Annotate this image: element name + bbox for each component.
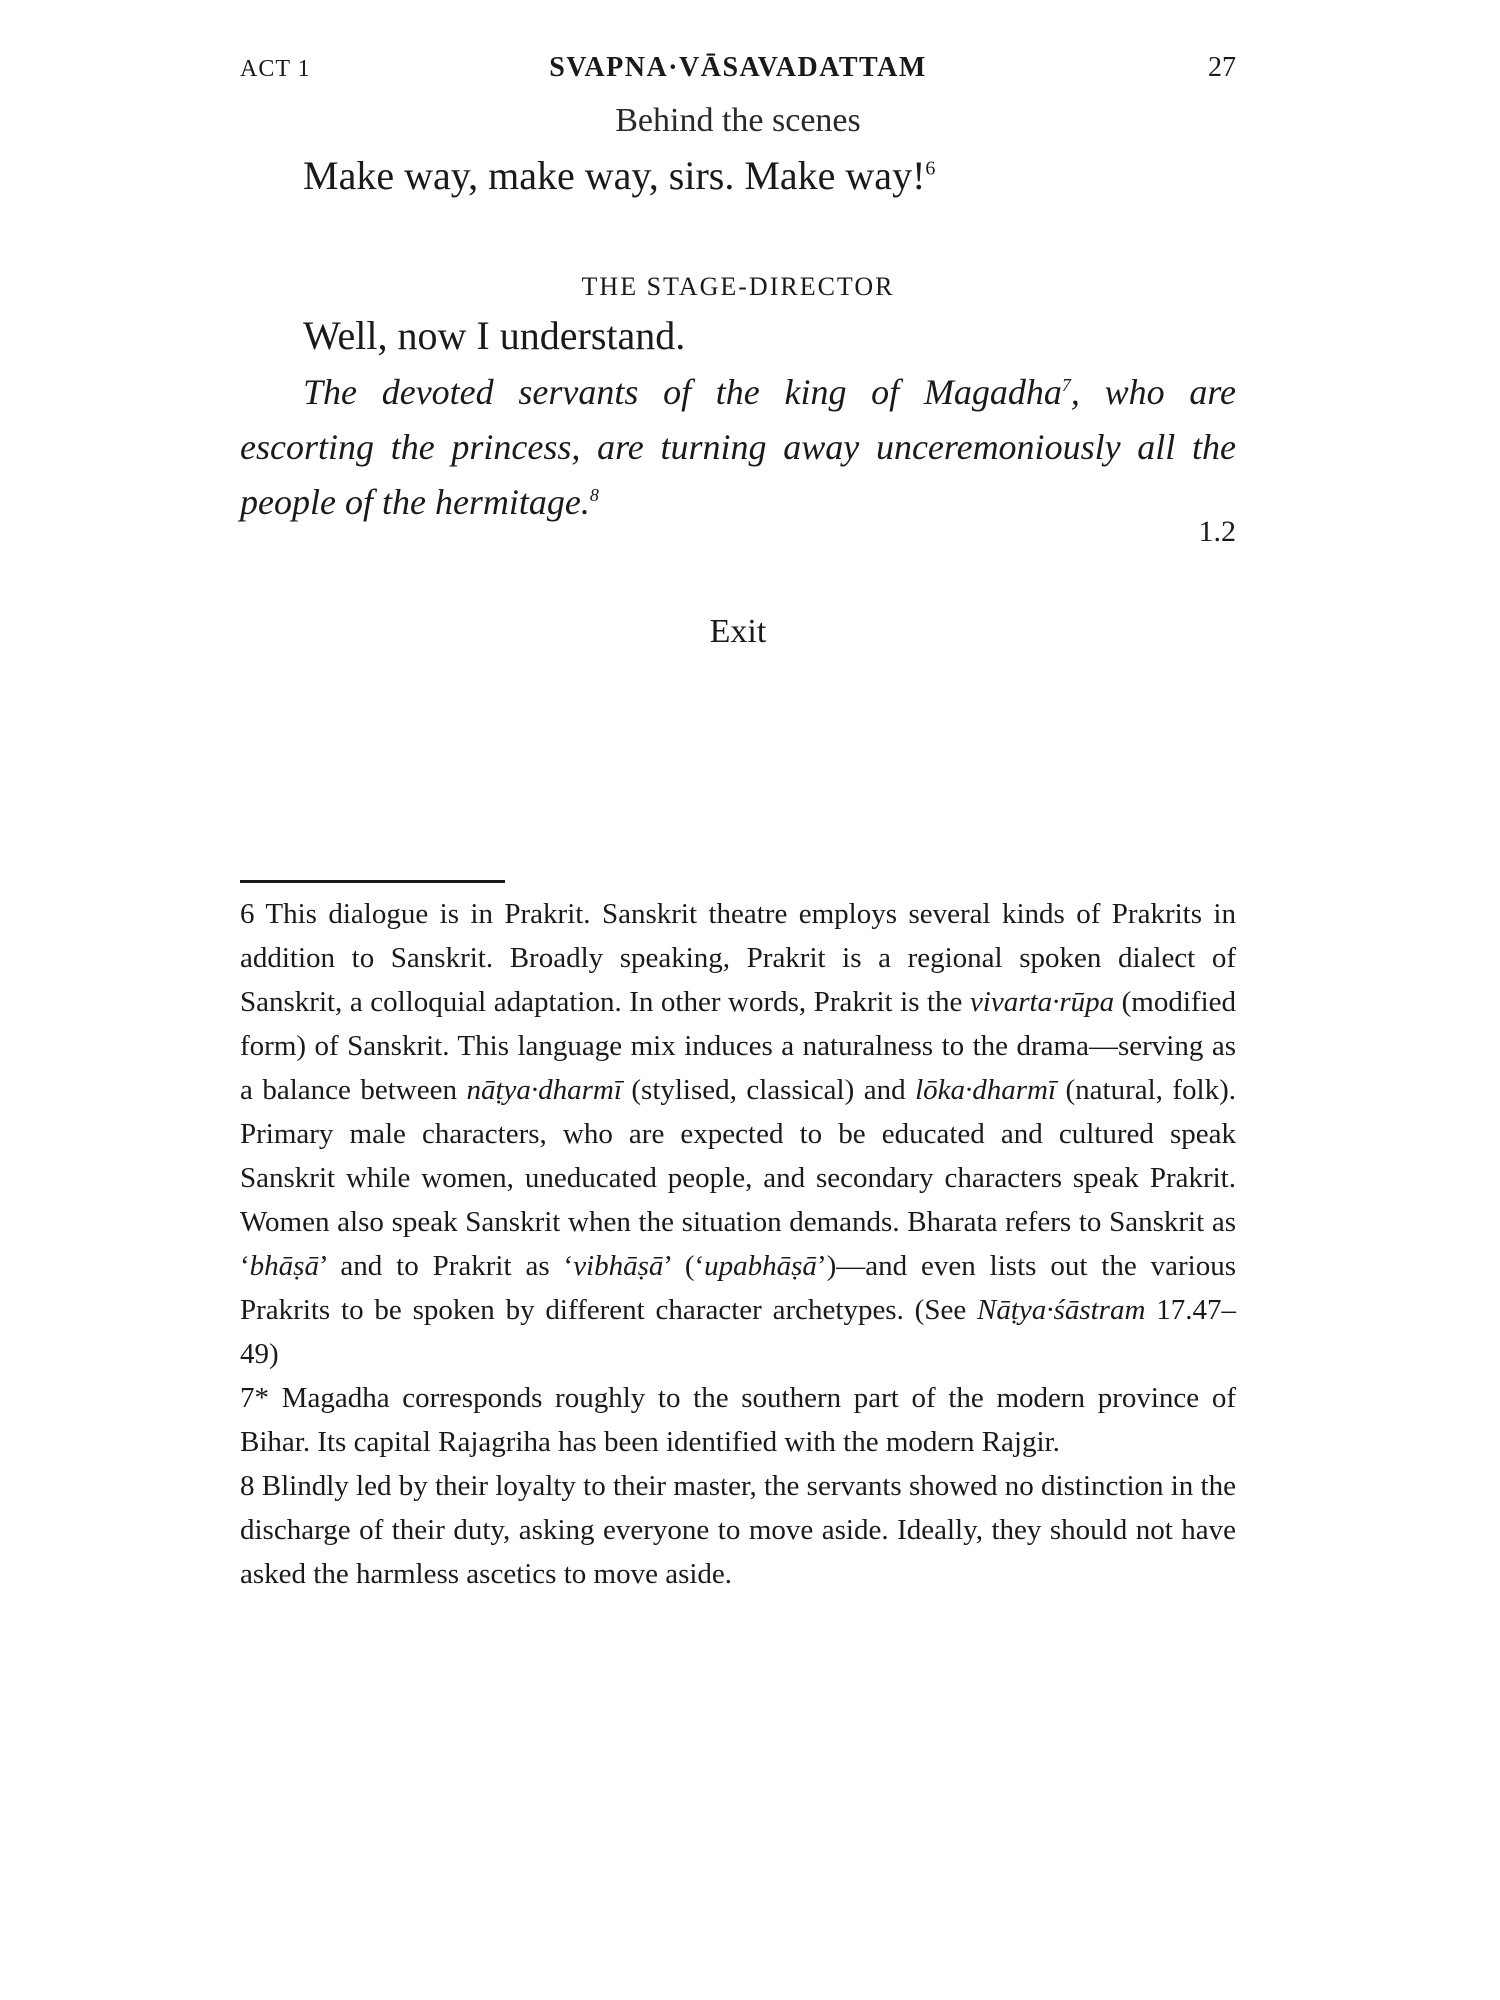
- dialogue-text: Make way, make way, sirs. Make way!: [303, 153, 926, 198]
- footnote-text: (natural, folk). Primary male characters, who are expected to be educated and cultured speak Sanskrit while women, uneducated people, and secondary characters speak Prakrit. Women also speak Sanskrit when the situation demands. Bharata refers to Sanskrit as ‘: [240, 1074, 1237, 1282]
- footnote-8: 8 Blindly led by their loyalty to their master, the servants showed no distinction in the discharge of their duty, asking everyone to move aside. Ideally, they should not have asked the harmless ascetics to move aside.: [240, 1470, 1236, 1590]
- exit-direction: Exit: [709, 613, 767, 650]
- stage-direction: Behind the scenes: [615, 102, 861, 139]
- footnote-ref-6: 6: [925, 157, 936, 180]
- footnote-term: lōka·dharmī: [915, 1074, 1057, 1106]
- footnote-term: vivarta·rūpa: [969, 986, 1115, 1018]
- act-label: ACT 1: [240, 56, 311, 82]
- footnote-text: (stylised, classical) and: [621, 1074, 916, 1106]
- footnote-ref-8: 8: [589, 485, 599, 505]
- verse-number: 1.2: [1198, 515, 1236, 548]
- footnote-term: vibhāṣā: [573, 1250, 664, 1282]
- page-number: 27: [1208, 52, 1236, 83]
- footnote-text: ’ and to Prakrit as ‘: [318, 1250, 574, 1282]
- footnote-7: 7* Magadha corresponds roughly to the southern part of the modern province of Bihar. Its capital Rajagriha has been identified with the modern Rajgir.: [240, 1382, 1236, 1458]
- footnote-6: [240, 892, 1236, 1376]
- verse-part-2: , who are escorting the princess, are turning away unceremoniously all the people of the hermitage.: [240, 372, 1236, 522]
- footnotes: [240, 892, 1236, 1596]
- footnote-ref-7: 7: [1061, 375, 1071, 395]
- footnote-term: nāṭya·dharmī: [466, 1074, 622, 1106]
- footnote-text: 6 This dialogue is in Prakrit. Sanskrit theatre employs several kinds of Prakrits in addition to Sanskrit. Broadly speaking, Prakrit is a regional spoken dialect of Sanskrit, a colloquial adaptation. In other words, Prakrit is the: [240, 898, 1236, 1018]
- book-title: SVAPNA·VĀSAVADATTAM: [549, 52, 927, 83]
- footnote-text: 17.47–49): [240, 1294, 1236, 1370]
- footnote-term: upabhāṣā: [704, 1250, 817, 1282]
- dialogue-line-understand: Well, now I understand.: [303, 313, 686, 358]
- footnote-term: Nāṭya·śāstram: [977, 1294, 1146, 1326]
- footnote-term: bhāṣā: [249, 1250, 319, 1282]
- verse-part-1: The devoted servants of the king of Magadha: [303, 372, 1062, 412]
- footnote-text: (modified form) of Sanskrit. This language mix induces a naturalness to the drama—serving as a balance between: [240, 986, 1236, 1106]
- verse-text: [240, 365, 1236, 530]
- speaker-name: THE STAGE-DIRECTOR: [581, 272, 895, 301]
- dialogue-line-make-way: [303, 152, 935, 199]
- running-head: [240, 50, 1236, 90]
- footnote-text: ’ (‘: [663, 1250, 705, 1282]
- footnote-divider: [240, 880, 505, 883]
- footnote-text: ’)—and even lists out the various Prakrits to be spoken by different character archetypes. (See: [240, 1250, 1236, 1326]
